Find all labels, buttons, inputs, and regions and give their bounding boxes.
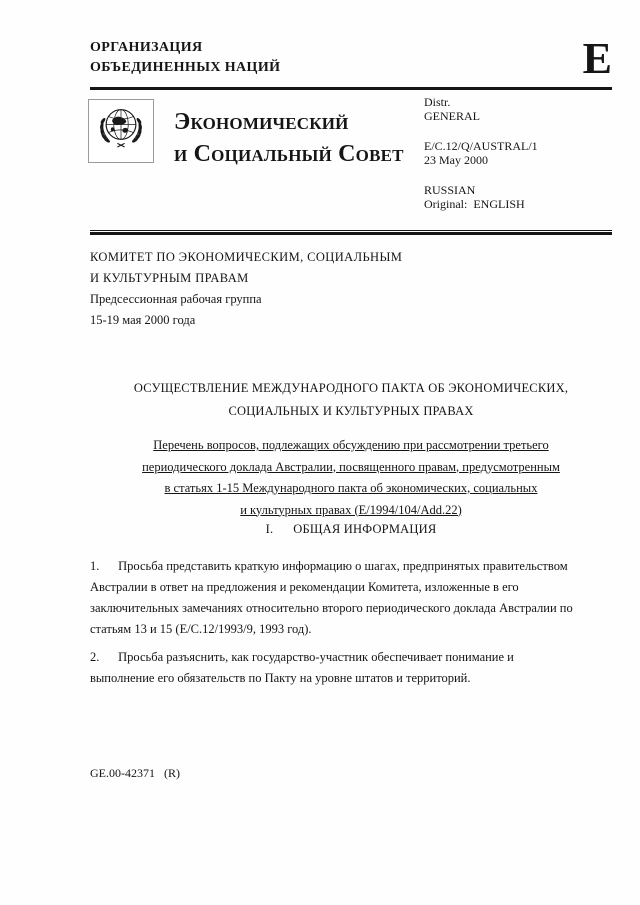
distr-label: Distr. — [424, 95, 451, 109]
horizontal-rule-top — [90, 87, 612, 90]
committee-name-line1: КОМИТЕТ ПО ЭКОНОМИЧЕСКИМ, СОЦИАЛЬНЫМ — [90, 250, 403, 264]
un-emblem-icon — [94, 102, 148, 161]
subtitle-line1: Перечень вопросов, подлежащих обсуждению при рассмотрении третьего — [153, 438, 549, 452]
distr-value: GENERAL — [424, 108, 480, 123]
paragraph-1-line2: Австралии в ответ на предложения и рекомендации Комитета, изложенные в его — [90, 580, 519, 594]
document-symbol: E/C.12/Q/AUSTRAL/1 — [424, 139, 538, 153]
paragraph-1-line1: 1. Просьба представить краткую информацию о шагах, предпринятых правительством — [90, 559, 568, 573]
original-language: Original: ENGLISH — [424, 196, 525, 211]
document-series-letter: E — [582, 34, 612, 83]
org-name-line1: ОРГАНИЗАЦИЯ — [90, 40, 203, 55]
paragraph-1-line4: статьям 13 и 15 (E/C.12/1993/9, 1993 год). — [90, 622, 312, 636]
session-dates: 15-19 мая 2000 года — [90, 313, 196, 327]
document-title-line1: ОСУЩЕСТВЛЕНИЕ МЕЖДУНАРОДНОГО ПАКТА ОБ ЭКОНОМИЧЕСКИХ, — [133, 381, 569, 395]
subtitle-line2: периодического доклада Австралии, посвященного правам, предусмотренным — [142, 459, 560, 474]
document-subtitle — [90, 435, 612, 521]
horizontal-rule-double — [90, 230, 612, 235]
footer-reference: GE.00-42371 (R) — [90, 766, 180, 780]
council-name-line2: и Социальный Совет — [174, 141, 404, 167]
session-block — [90, 247, 402, 331]
paragraph-1-line3: заключительных замечаниях относительно второго периодического доклада Австралии по — [90, 601, 573, 615]
org-name — [90, 38, 280, 78]
section-1-heading: I. ОБЩАЯ ИНФОРМАЦИЯ — [265, 522, 437, 536]
subtitle-line4: и культурных правах (E/1994/104/Add.22) — [240, 502, 462, 517]
council-name-line1: Экономический — [174, 109, 349, 135]
document-language: RUSSIAN — [424, 183, 476, 197]
paragraph-2-line1: 2. Просьба разъяснить, как государство-участник обеспечивает понимание и — [90, 650, 514, 664]
document-title — [90, 377, 612, 423]
document-date: 23 May 2000 — [424, 152, 488, 167]
paragraph-1 — [90, 556, 630, 640]
working-group: Предсессионная рабочая группа — [90, 292, 262, 306]
distribution-info — [424, 96, 538, 211]
paragraph-2 — [90, 647, 630, 689]
document-title-line2: СОЦИАЛЬНЫХ И КУЛЬТУРНЫХ ПРАВАХ — [228, 404, 474, 418]
paragraph-2-line2: выполнение его обязательств по Пакту на уровне штатов и территорий. — [90, 671, 471, 685]
committee-name-line2: И КУЛЬТУРНЫМ ПРАВАМ — [90, 271, 249, 285]
un-emblem-box — [88, 99, 154, 163]
org-name-line2: ОБЪЕДИНЕННЫХ НАЦИЙ — [90, 60, 281, 75]
council-name — [174, 106, 404, 170]
subtitle-line3: в статьях 1-15 Международного пакта об экономических, социальных — [164, 481, 538, 495]
